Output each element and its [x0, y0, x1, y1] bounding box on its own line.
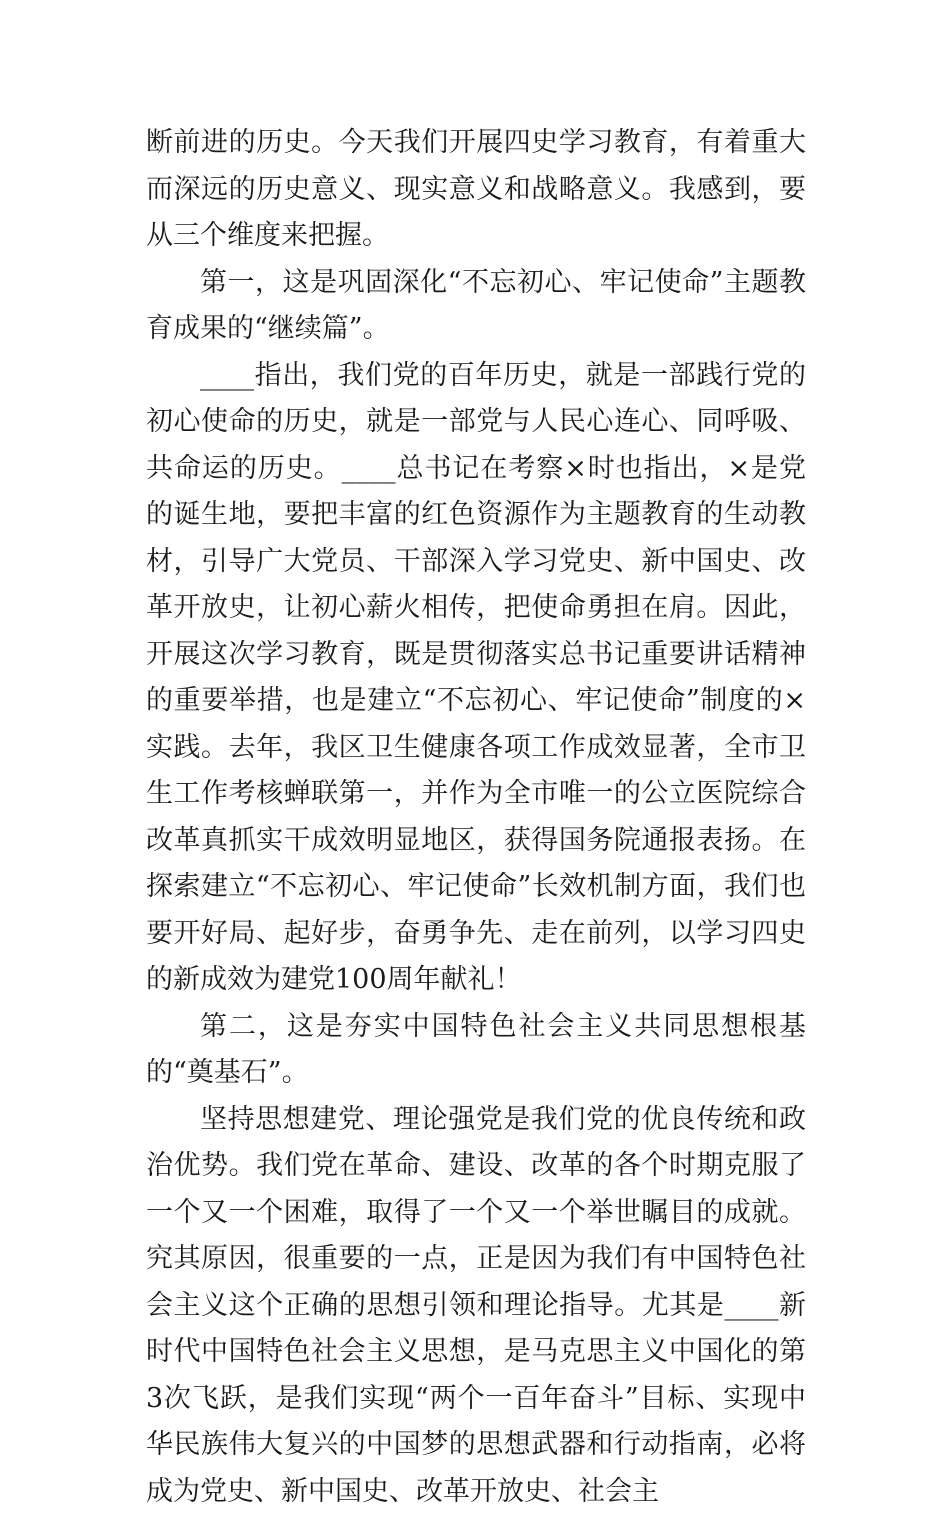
- paragraph-point-one-body: ____指出，我们党的百年历史，就是一部践行党的初心使命的历史，就是一部党与人民心连心、同呼吸、共命运的历史。____总书记在考察×时也指出，×是党的诞生地，要把丰富的红色资源作为主题教育的生动教材，引导广大党员、干部深入学习党史、新中国史、改革开放史，让初心薪火相传，把使命勇担在肩。因此，开展这次学习教育，既是贯彻落实总书记重要讲话精神的重要举措，也是建立“不忘初心、牢记使命”制度的×实践。去年，我区卫生健康各项工作成效显著，全市卫生工作考核蝉联第一，并作为全市唯一的公立医院综合改革真抓实干成效明显地区，获得国务院通报表扬。在探索建立“不忘初心、牢记使命”长效机制方面，我们也要开好局、起好步，奋勇争先、走在前列，以学习四史的新成效为建党100周年献礼！: [146, 353, 806, 1004]
- paragraph-point-two-heading: 第二，这是夯实中国特色社会主义共同思想根基的“奠基石”。: [146, 1004, 806, 1097]
- paragraph-intro: 断前进的历史。今天我们开展四史学习教育，有着重大而深远的历史意义、现实意义和战略意义。我感到，要从三个维度来把握。: [146, 120, 806, 260]
- paragraph-point-one-heading: 第一，这是巩固深化“不忘初心、牢记使命”主题教育成果的“继续篇”。: [146, 260, 806, 353]
- document-body: [146, 120, 806, 1515]
- paragraph-point-two-body: 坚持思想建党、理论强党是我们党的优良传统和政治优势。我们党在革命、建设、改革的各个时期克服了一个又一个困难，取得了一个又一个举世瞩目的成就。究其原因，很重要的一点，正是因为我们有中国特色社会主义这个正确的思想引领和理论指导。尤其是____新时代中国特色社会主义思想，是马克思主义中国化的第3次飞跃，是我们实现“两个一百年奋斗”目标、实现中华民族伟大复兴的中国梦的思想武器和行动指南，必将成为党史、新中国史、改革开放史、社会主: [146, 1097, 806, 1515]
